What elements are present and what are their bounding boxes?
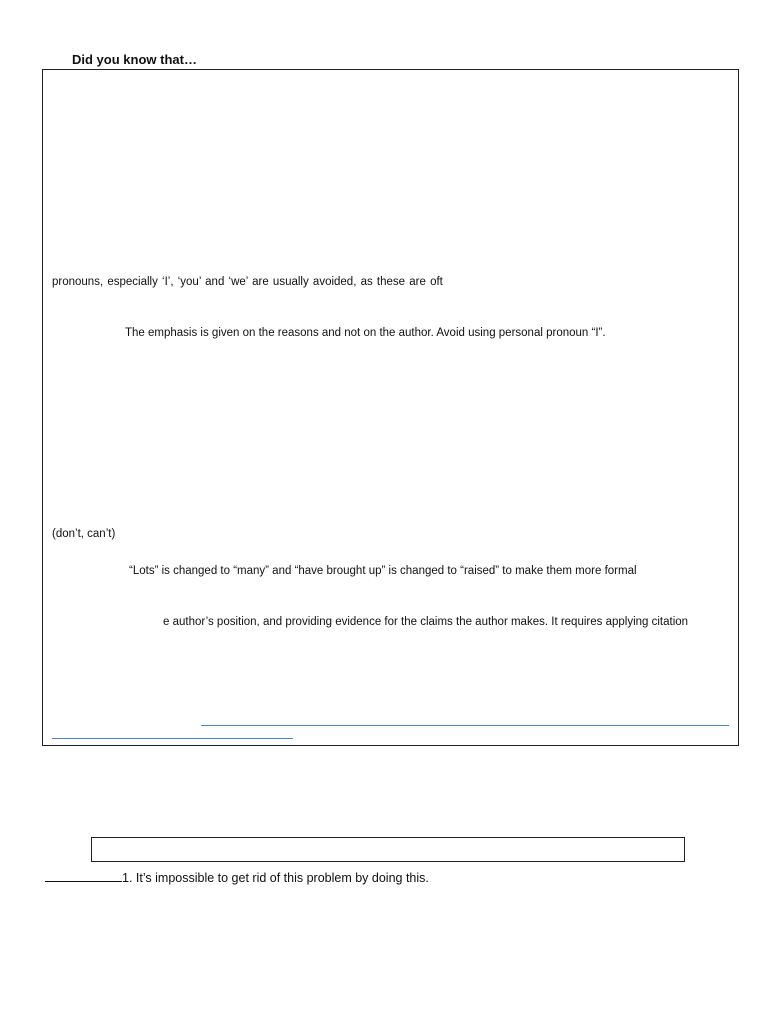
info-line-emphasis: The emphasis is given on the reasons and not on the author. Avoid using personal pronoun “I”. [125, 327, 606, 339]
info-line-citation: e author’s position, and providing evidence for the claims the author makes. It requires applying citation [163, 616, 689, 628]
section-heading: Did you know that… [72, 52, 197, 67]
answer-blank-1[interactable] [45, 869, 122, 882]
answer-box[interactable] [91, 837, 685, 862]
info-line-pronouns: pronouns, especially ‘I’, ‘you’ and ‘we’ are usually avoided, as these are oft [52, 276, 443, 288]
info-line-formal-words: “Lots” is changed to “many” and “have brought up” is changed to “raised” to make them more formal [129, 565, 637, 577]
exercise-item-1 [45, 869, 429, 886]
info-box [42, 69, 739, 746]
hyperlink-underline-1[interactable] [201, 725, 729, 726]
info-line-contractions: (don’t, can’t) [52, 528, 116, 540]
item-text: It’s impossible to get rid of this problem by doing this. [132, 871, 429, 885]
item-number: 1. [122, 871, 133, 885]
hyperlink-underline-2[interactable] [52, 738, 293, 739]
